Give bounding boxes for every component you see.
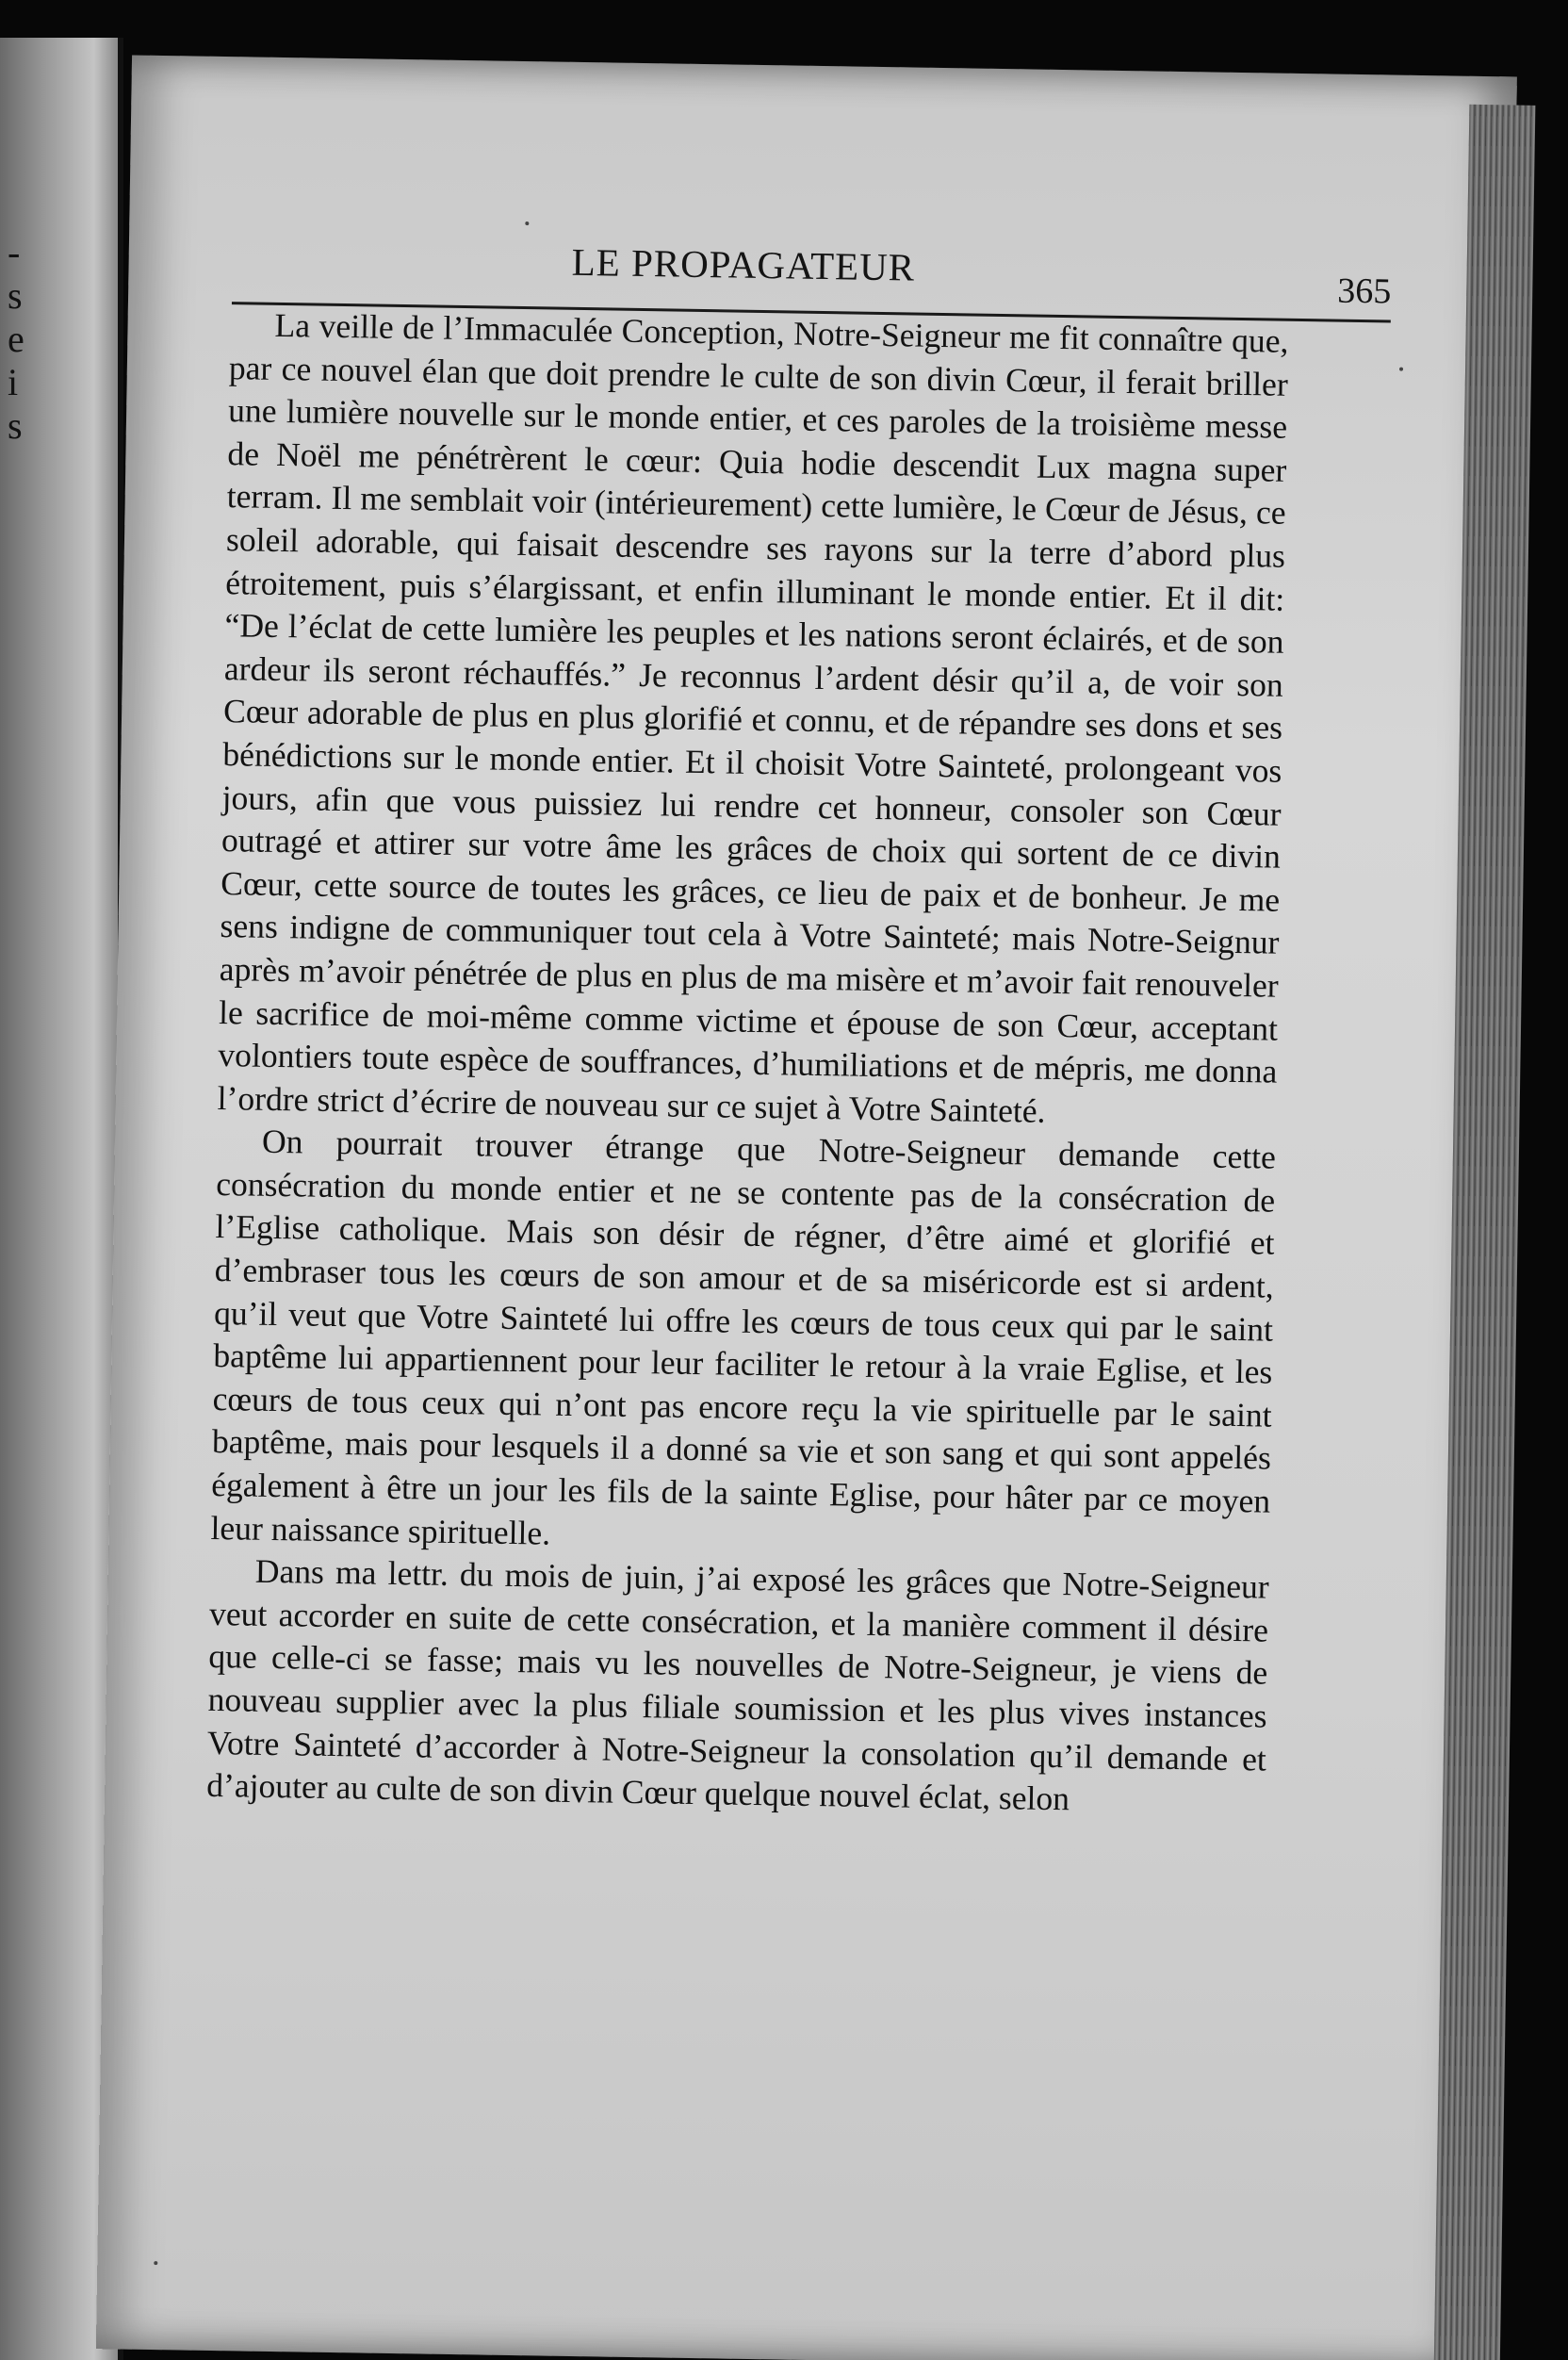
page-body bbox=[206, 303, 1289, 1824]
scan-speck bbox=[525, 221, 529, 225]
paragraph: On pourrait trouver étrange que Notre-Seigneur demande cette consécration du monde entier et ne se contente pas de la consécration de l’Eglise catholique. Mais son désir de régner, d’être aimé et glorifié et d’embraser tous les cœurs de son amour et de sa miséricorde est si ardent, qu’il veut que Votre Sainteté lui offre les cœurs de tous ceux qui par le saint baptême lui appartiennent pour leur faciliter le retour à la vraie Eglise, et les cœurs de tous ceux qui n’ont pas encore reçu la vie spirituelle par le saint baptême, mais pour lesquels il a donné sa vie et son sang et qui sont appelés également à être un jour les fils de la sainte Eglise, pour hâter par ce moyen leur naissance spirituelle. bbox=[210, 1123, 1277, 1552]
scan-speck bbox=[154, 2261, 157, 2265]
previous-page-fragment: i bbox=[8, 361, 19, 403]
page-stack-edge bbox=[1434, 105, 1536, 2360]
previous-page-fragment: s bbox=[8, 404, 23, 447]
previous-page-fragment: e bbox=[8, 318, 24, 360]
book-page bbox=[96, 55, 1517, 2360]
paragraph: Dans ma lettr. du mois de juin, j’ai exposé les grâces que Notre-Seigneur veut accorder en suite de cette consécration, et la manière comment il désire que celle-ci se fasse; mais vu les nouvelles de Notre-Seigneur, je viens de nouveau supplier avec la plus filiale soumission et les plus vives instances Votre Sainteté d’accorder à Notre-Seigneur la consolation qu’il demande et d’ajouter au culte de son divin Cœur quelque nouvel éclat, selon bbox=[205, 1551, 1270, 1818]
paragraph: La veille de l’Immaculée Conception, Notre-Seigneur me fit connaître que, par ce nouvel élan que doit prendre le culte de son divin Cœur, il ferait briller une lumière nouvelle sur le monde entier, et ces paroles de la troisième messe de Noël me pénétrèrent le cœur: Quia hodie descendit Lux magna super terram. Il me semblait voir (intérieurement) cette lumière, le Cœur de Jésus, ce soleil adorable, qui faisait descendre ses rayons sur la terre d’abord plus étroitement, puis s’élargissant, et enfin illuminant le monde entier. Et il dit: “De l’éclat de cette lumière les peuples et les nations seront éclairés, et de son ardeur ils seront réchauffés.” Je reconnus l’ardent désir qu’il a, de voir son Cœur adorable de plus en plus glorifié et connu, et de répandre ses dons et ses bénédictions sur le monde entier. Et il choisit Votre Sainteté, prolongeant vos jours, afin que vous puissiez lui rendre cet honneur, consoler son Cœur outragé et attirer sur votre âme les grâces de choix qui sortent de ce divin Cœur, cette source de toutes les grâces, ce lieu de paix et de bonheur. Je me sens indigne de communiquer tout cela à Votre Sainteté; mais Notre-Seignur après m’avoir pénétrée de plus en plus de ma misère et m’avoir fait renouveler le sacrifice de moi-même comme victime et épouse de son Cœur, acceptant volontiers toute espèce de souffrances, d’humiliations et de mépris, me donna l’ordre strict d’écrire de nouveau sur ce sujet à Votre Sainteté. bbox=[217, 305, 1289, 1130]
scan-speck bbox=[1399, 368, 1403, 371]
page-number: 365 bbox=[1336, 270, 1392, 312]
previous-page-fragment: s bbox=[8, 274, 23, 317]
previous-page-fragment: - bbox=[8, 231, 21, 273]
running-head-title: LE PROPAGATEUR bbox=[571, 239, 916, 289]
